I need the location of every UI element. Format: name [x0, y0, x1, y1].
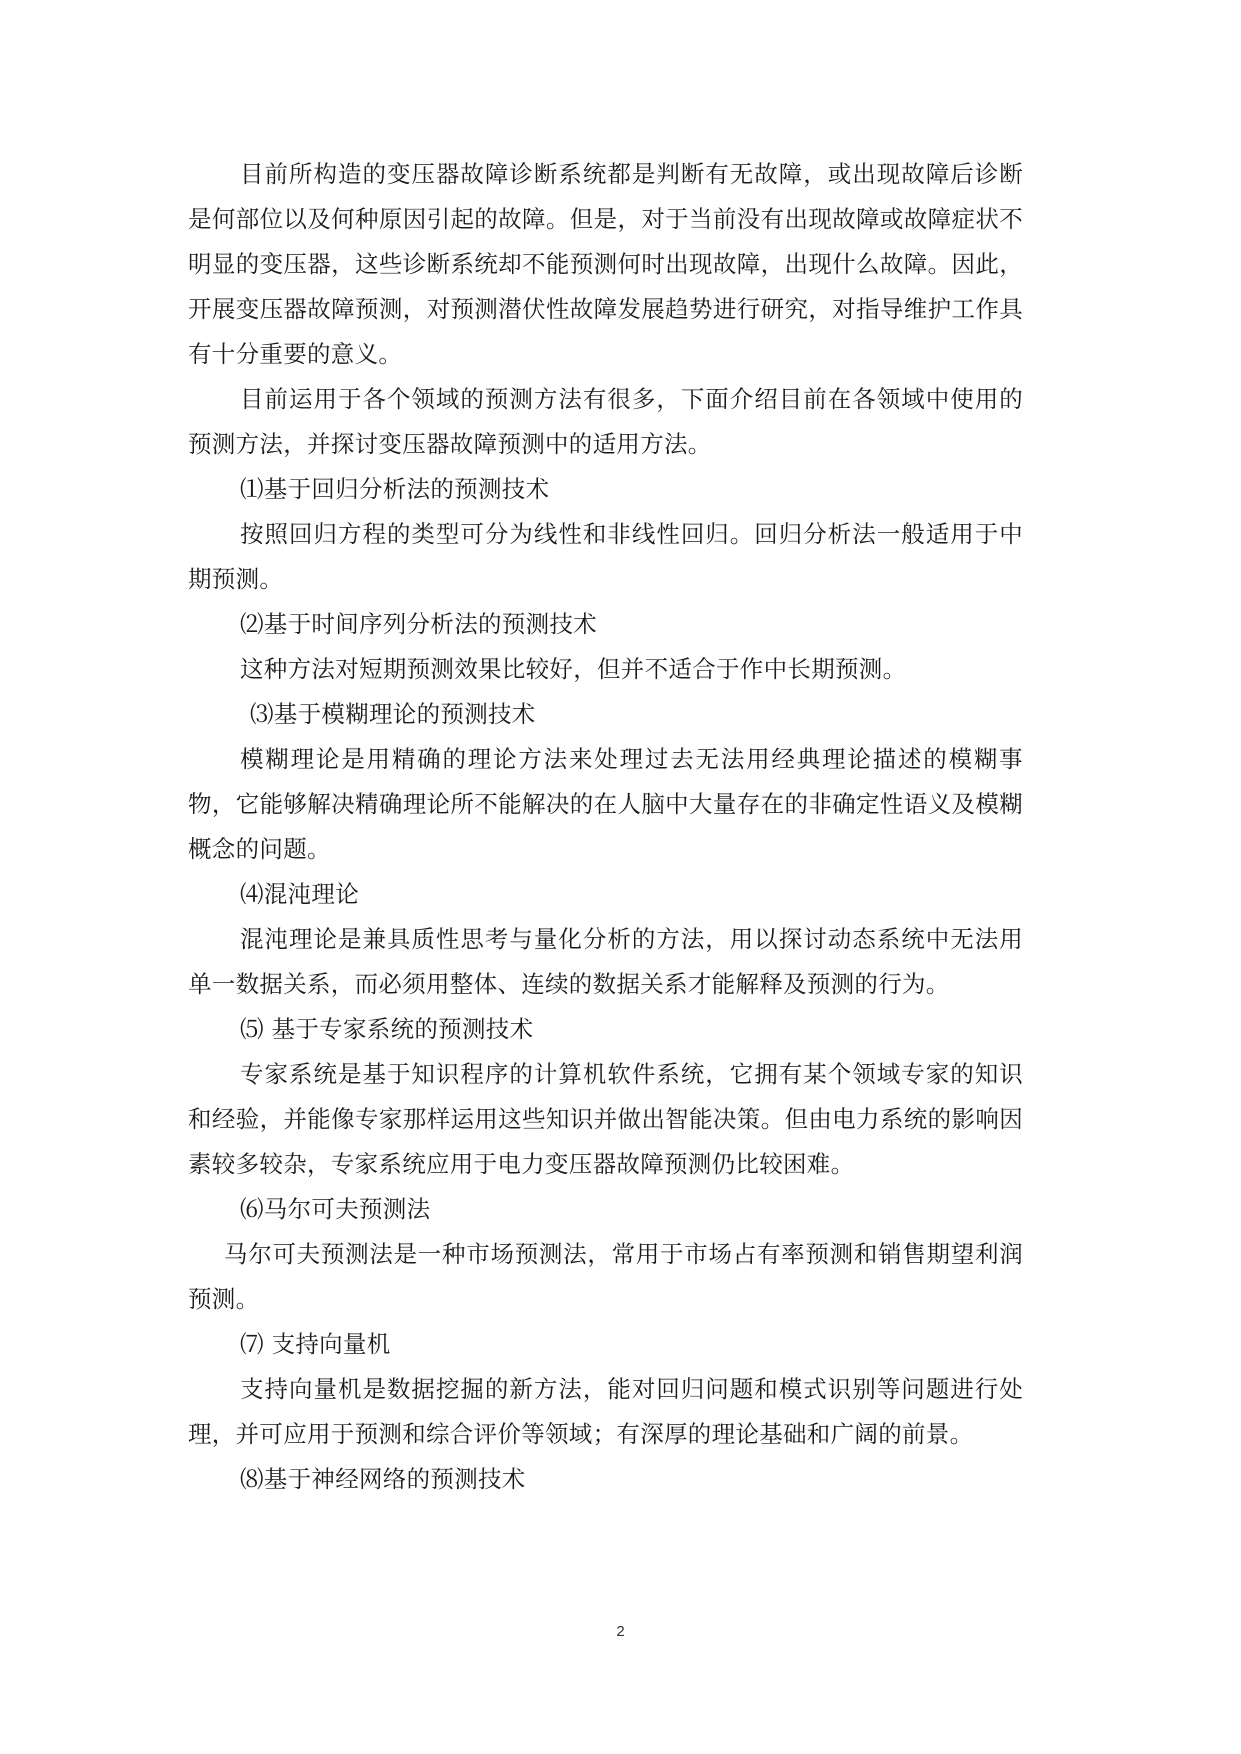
paragraph-svm: 支持向量机是数据挖掘的新方法，能对回归问题和模式识别等问题进行处理，并可应用于预测和综合评价等领域；有深厚的理论基础和广阔的前景。: [188, 1375, 1023, 1448]
paragraph-markov: 马尔可夫预测法是一种市场预测法，常用于市场占有率预测和销售期望利润预测。: [188, 1240, 1023, 1313]
paragraph-time-series: 这种方法对短期预测效果比较好，但并不适合于作中长期预测。: [240, 655, 907, 683]
paragraph-expert-system: 专家系统是基于知识程序的计算机软件系统，它拥有某个领域专家的知识和经验，并能像专家那样运用这些知识并做出智能决策。但由电力系统的影响因素较多较杂，专家系统应用于电力变压器故障预测仍比较困难。: [188, 1060, 1023, 1178]
heading-chaos: ⑷混沌理论: [240, 880, 359, 908]
heading-regression: ⑴基于回归分析法的预测技术: [240, 475, 550, 503]
paragraph-fuzzy: 模糊理论是用精确的理论方法来处理过去无法用经典理论描述的模糊事物，它能够解决精确理论所不能解决的在人脑中大量存在的非确定性语义及模糊概念的问题。: [188, 745, 1023, 863]
paragraph-chaos: 混沌理论是兼具质性思考与量化分析的方法，用以探讨动态系统中无法用单一数据关系，而必须用整体、连续的数据关系才能解释及预测的行为。: [188, 925, 1023, 998]
paragraph-intro: 目前所构造的变压器故障诊断系统都是判断有无故障，或出现故障后诊断是何部位以及何种原因引起的故障。但是，对于当前没有出现故障或故障症状不明显的变压器，这些诊断系统却不能预测何时出现故障，出现什么故障。因此，开展变压器故障预测，对预测潜伏性故障发展趋势进行研究，对指导维护工作具有十分重要的意义。: [188, 160, 1023, 368]
paragraph-overview: 目前运用于各个领域的预测方法有很多，下面介绍目前在各领域中使用的预测方法，并探讨变压器故障预测中的适用方法。: [188, 385, 1023, 458]
heading-fuzzy: ⑶基于模糊理论的预测技术: [250, 700, 536, 728]
paragraph-regression: 按照回归方程的类型可分为线性和非线性回归。回归分析法一般适用于中期预测。: [188, 520, 1023, 593]
body-text: [188, 152, 1023, 1502]
heading-markov: ⑹马尔可夫预测法: [240, 1195, 431, 1223]
heading-svm: ⑺ 支持向量机: [240, 1330, 391, 1358]
heading-expert-system: ⑸ 基于专家系统的预测技术: [240, 1015, 534, 1043]
page-number: 2: [616, 1623, 625, 1640]
heading-time-series: ⑵基于时间序列分析法的预测技术: [240, 610, 597, 638]
heading-neural-network: ⑻基于神经网络的预测技术: [240, 1465, 526, 1493]
